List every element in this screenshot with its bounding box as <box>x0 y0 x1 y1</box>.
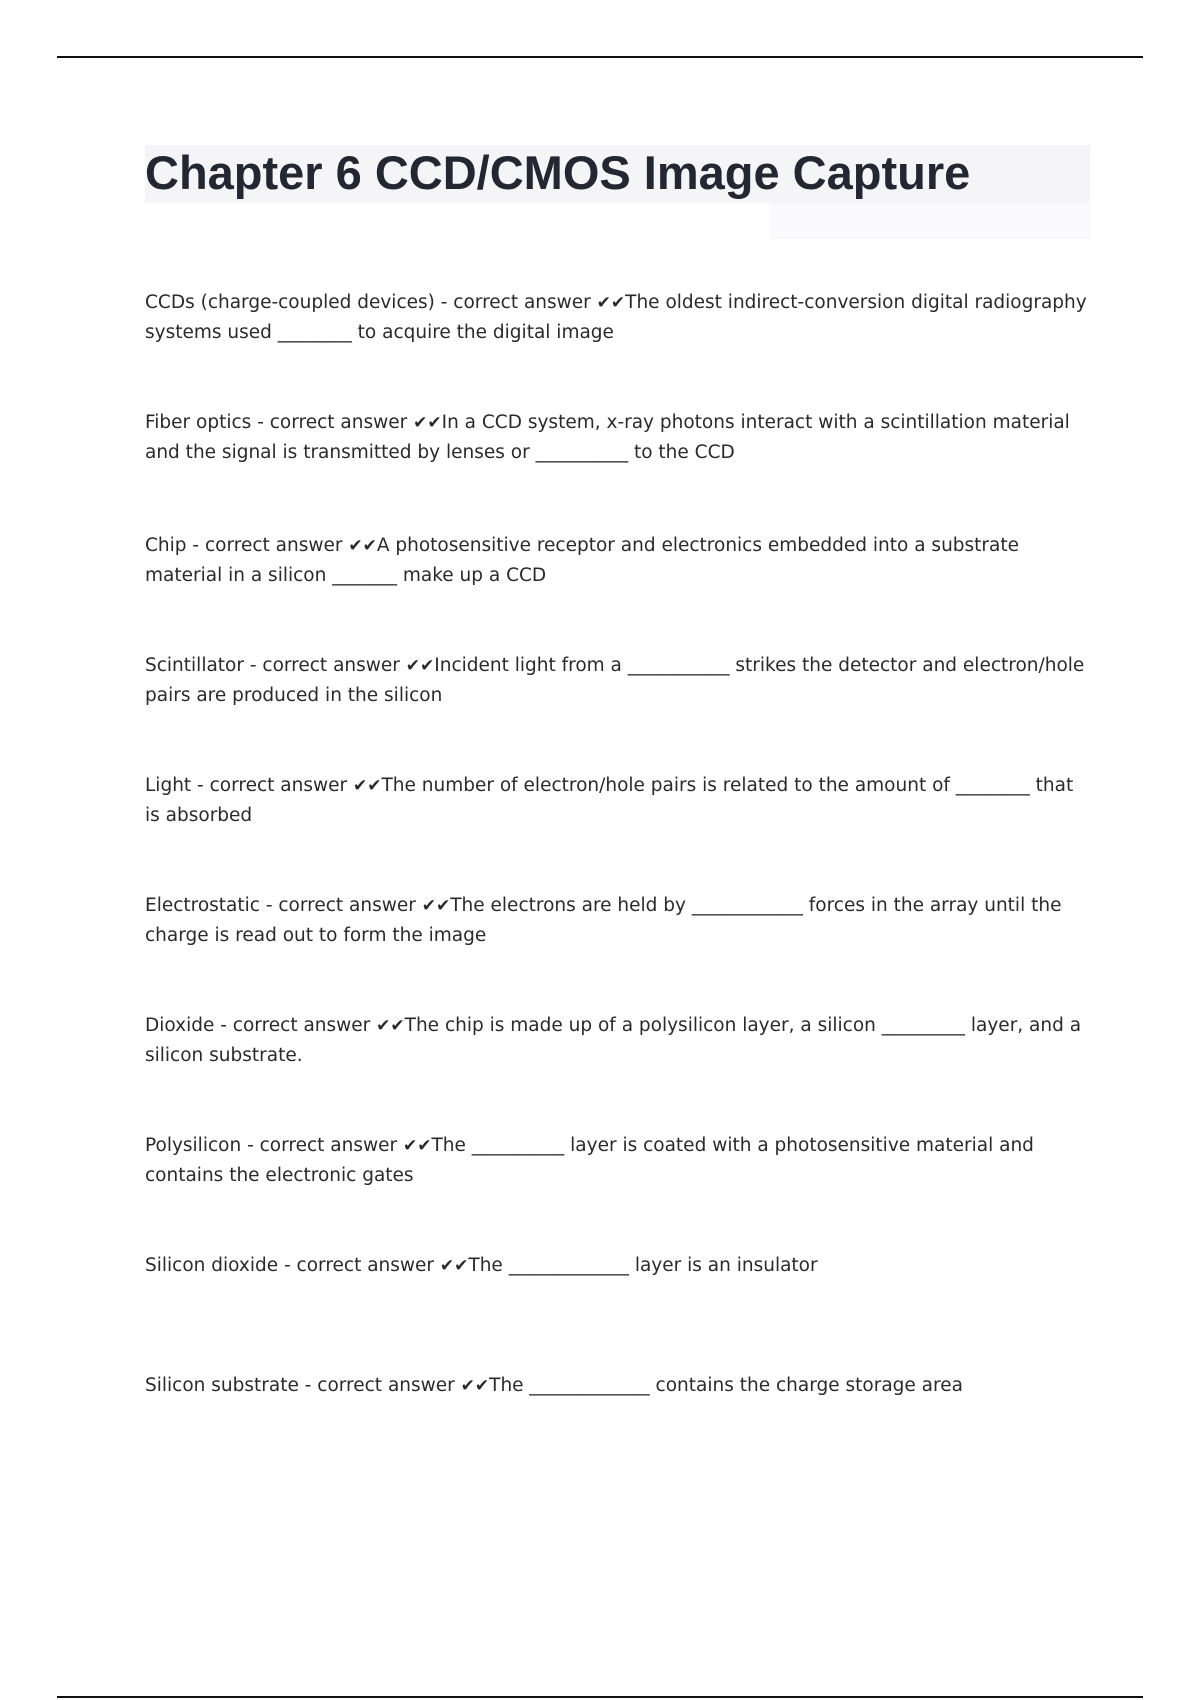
qa-item <box>145 1131 1090 1193</box>
qa-term: Scintillator <box>145 655 244 676</box>
qa-separator: - correct answer <box>259 895 422 916</box>
qa-item <box>145 531 1090 593</box>
title-highlight-shadow <box>770 203 1090 239</box>
qa-separator: - correct answer <box>278 1255 440 1276</box>
qa-item <box>145 1251 1090 1313</box>
qa-text: The number of electron/hole pairs is related to the amount of ________ that is absorbed <box>145 775 1074 826</box>
checkmark-icon: ✔✔ <box>352 776 382 796</box>
qa-term: CCDs (charge-coupled devices) <box>145 292 435 313</box>
qa-item <box>145 771 1090 833</box>
qa-term: Silicon substrate <box>145 1375 299 1396</box>
qa-term: Electrostatic <box>145 895 260 916</box>
qa-separator: - correct answer <box>191 775 353 796</box>
checkmark-icon: ✔✔ <box>413 413 442 433</box>
checkmark-icon: ✔✔ <box>439 1256 469 1276</box>
qa-term: Dioxide <box>145 1015 215 1036</box>
qa-text: The _____________ contains the charge storage area <box>489 1375 963 1396</box>
footer-rule <box>57 1696 1143 1698</box>
qa-item <box>145 408 1090 470</box>
qa-text: Incident light from a ___________ strikes the detector and electron/hole pairs are produced in the silicon <box>145 655 1085 706</box>
qa-separator: - correct answer <box>251 412 414 433</box>
qa-item <box>145 288 1090 350</box>
header-rule <box>57 56 1143 58</box>
page-title: Chapter 6 CCD/CMOS Image Capture <box>145 146 971 199</box>
checkmark-icon: ✔✔ <box>348 536 377 556</box>
qa-separator: - correct answer <box>298 1375 461 1396</box>
checkmark-icon: ✔✔ <box>402 1136 432 1156</box>
qa-text: The __________ layer is coated with a photosensitive material and contains the electronic gates <box>145 1135 1034 1186</box>
qa-separator: - correct answer <box>214 1015 377 1036</box>
checkmark-icon: ✔✔ <box>596 293 626 313</box>
qa-separator: - correct answer <box>186 535 349 556</box>
qa-separator: - correct answer <box>243 655 406 676</box>
qa-text: The oldest indirect-conversion digital radiography systems used ________ to acquire the digital image <box>145 292 1087 343</box>
qa-item <box>145 651 1090 713</box>
qa-separator: - correct answer <box>241 1135 403 1156</box>
qa-term: Light <box>145 775 192 796</box>
qa-term: Polysilicon <box>145 1135 242 1156</box>
qa-item <box>145 1371 1090 1433</box>
qa-term: Fiber optics <box>145 412 252 433</box>
qa-item <box>145 1011 1090 1073</box>
qa-text: A photosensitive receptor and electronics embedded into a substrate material in a silicon _______ make up a CCD <box>145 535 1020 586</box>
qa-text: The chip is made up of a polysilicon layer, a silicon _________ layer, and a silicon substrate. <box>145 1015 1082 1066</box>
checkmark-icon: ✔✔ <box>460 1376 490 1396</box>
qa-separator: - correct answer <box>434 292 597 313</box>
qa-item <box>145 891 1090 953</box>
checkmark-icon: ✔✔ <box>376 1016 405 1036</box>
qa-text: The electrons are held by ____________ forces in the array until the charge is read out to form the image <box>145 895 1062 946</box>
qa-list <box>145 288 1090 1491</box>
checkmark-icon: ✔✔ <box>421 896 451 916</box>
qa-term: Chip <box>145 535 187 556</box>
qa-text: In a CCD system, x-ray photons interact with a scintillation material and the signal is transmitted by lenses or __________ to the CCD <box>145 412 1070 463</box>
qa-term: Silicon dioxide <box>145 1255 279 1276</box>
checkmark-icon: ✔✔ <box>405 656 435 676</box>
qa-text: The _____________ layer is an insulator <box>468 1255 818 1276</box>
